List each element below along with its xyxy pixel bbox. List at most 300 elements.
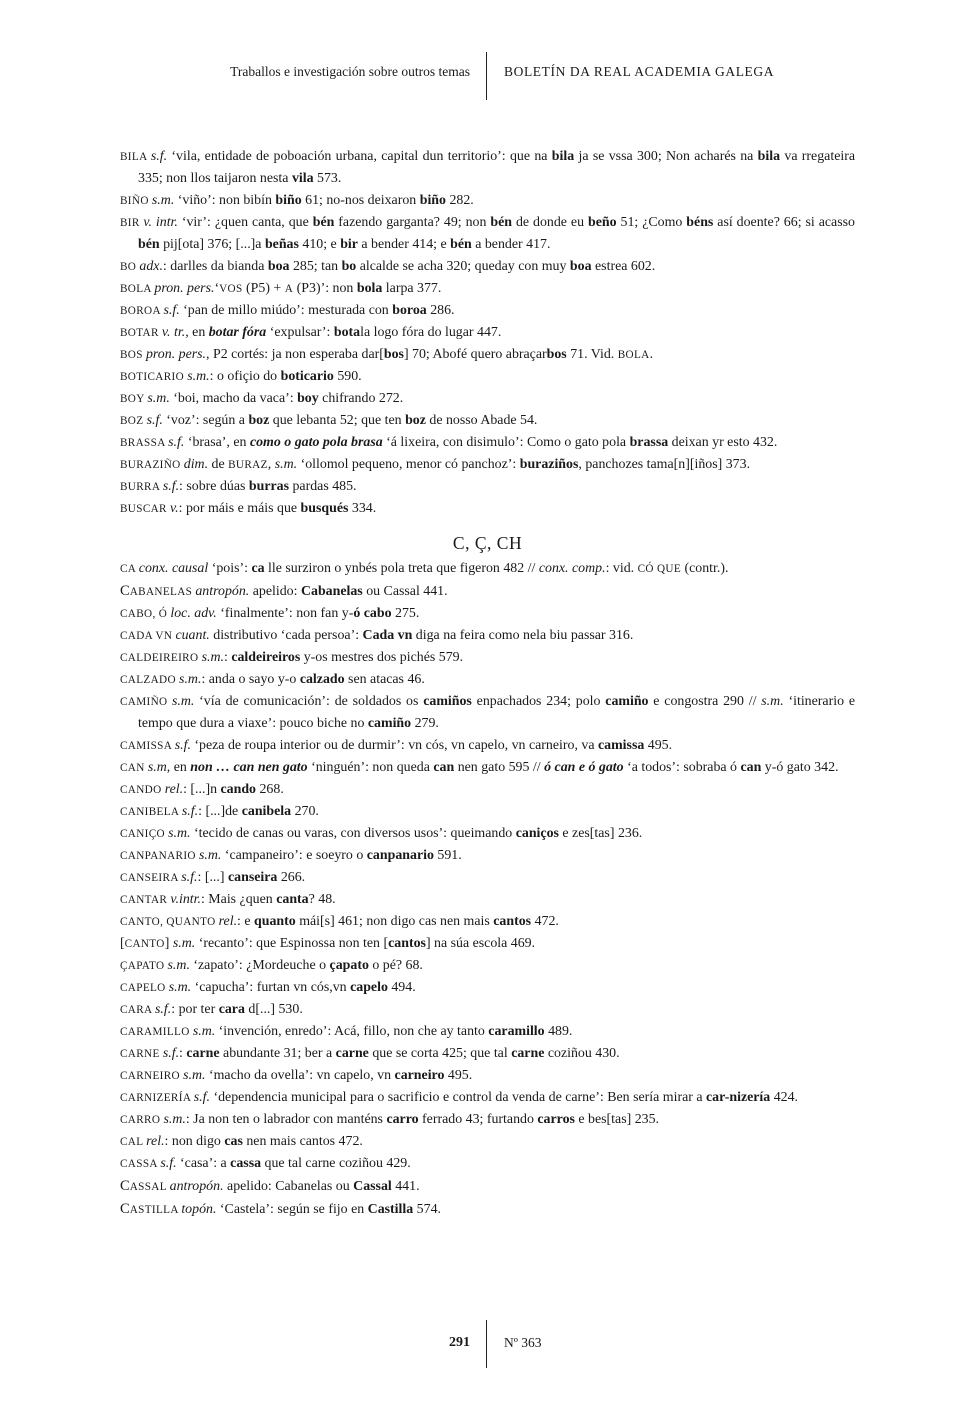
glossary-entry — [120, 366, 855, 388]
grammatical-label: rel. — [218, 914, 238, 929]
entry-text: abundante 31; ber a — [219, 1046, 336, 1061]
entry-text: que se corta 425; que tal — [368, 1046, 512, 1061]
grammatical-label: v. intr. — [143, 215, 178, 230]
example-form: cas — [224, 1134, 243, 1149]
headword: CAMIÑO — [120, 696, 172, 708]
example-form: boy — [297, 391, 319, 406]
example-form: ó cabo — [353, 606, 392, 621]
entry-text: 410; e — [298, 237, 341, 252]
example-form: beño — [588, 215, 617, 230]
entry-text: [ — [120, 936, 125, 951]
headword: CÓ QUE — [637, 563, 682, 575]
example-form: car-nizería — [705, 1090, 771, 1105]
entry-text: pardas 485. — [289, 479, 357, 494]
header-journal-title: BOLETÍN DA REAL ACADEMIA GALEGA — [504, 64, 775, 79]
footer-divider — [486, 1320, 487, 1368]
example-form: can — [740, 760, 762, 775]
phrase-form: como o gato pola brasa — [249, 435, 383, 450]
grammatical-label: s.m. — [192, 1024, 216, 1039]
entry-text: ‘pan de millo miúdo’: mesturada con — [179, 303, 393, 318]
entry-text: de nosso Abade 54. — [425, 413, 538, 428]
glossary-entry — [120, 476, 855, 498]
entry-text: ‘vir’: ¿quen canta, que — [177, 215, 313, 230]
grammatical-label: v.intr. — [170, 892, 201, 907]
glossary-entry — [120, 300, 855, 322]
grammatical-label: s.m. — [168, 980, 192, 995]
entry-text: ‘ — [214, 281, 220, 296]
entry-text: diga na feira como nela biu passar 316. — [412, 628, 634, 643]
entry-text: pij[ota] 376; [...]a — [159, 237, 265, 252]
grammatical-label: s.f. — [163, 303, 180, 318]
entry-text: ] na súa escola 469. — [425, 936, 536, 951]
grammatical-label: s.f. — [168, 435, 185, 450]
grammatical-label: v. tr. — [161, 325, 186, 340]
headword: CALDEIREIRO — [120, 652, 202, 664]
example-form: bir — [340, 237, 358, 252]
grammatical-label: s.m. — [183, 1068, 206, 1083]
headword: CANTAR — [120, 894, 171, 906]
grammatical-label: s.f. — [174, 738, 191, 753]
example-form: caniços — [515, 826, 559, 841]
glossary-entry — [120, 779, 855, 801]
example-form: Castilla — [367, 1202, 414, 1217]
glossary-entry — [120, 558, 855, 580]
entry-text: 424. — [770, 1090, 799, 1105]
entry-text: ‘expulsar’: — [266, 325, 334, 340]
example-form: biño — [275, 193, 302, 208]
entry-text: : non digo — [164, 1134, 225, 1149]
glossary-entry — [120, 823, 855, 845]
glossary-body — [120, 146, 855, 1221]
grammatical-label: dim. — [183, 457, 209, 472]
example-form: quanto — [254, 914, 296, 929]
entry-text: : Ja non ten o labrador con manténs — [185, 1112, 387, 1127]
example-form: canpanario — [366, 848, 434, 863]
example-form: buraziños — [519, 457, 579, 472]
glossary-entry — [120, 1109, 855, 1131]
entry-text: larpa 377. — [382, 281, 442, 296]
entry-text: 285; tan — [289, 259, 342, 274]
entry-text: apelido: Cabanelas ou — [223, 1179, 354, 1194]
entry-text: 51; ¿Como — [616, 215, 687, 230]
grammatical-label: s.m. — [163, 1112, 186, 1127]
entry-text: 334. — [348, 501, 377, 516]
grammatical-label: s.m. — [761, 694, 784, 709]
entry-text: ‘finalmente’: non fan y- — [216, 606, 354, 621]
entry-text: mái[s] 461; non digo cas nen mais — [295, 914, 494, 929]
example-form: Cabanelas — [300, 584, 363, 599]
headword: CARAMILLO — [120, 1026, 193, 1038]
example-form: carne — [335, 1046, 369, 1061]
example-form: camissa — [598, 738, 645, 753]
entry-text: e congostra 290 // — [648, 694, 762, 709]
entry-text: ‘recanto’: que Espinossa non ten [ — [195, 936, 389, 951]
entry-text: ‘brasa’, en — [184, 435, 250, 450]
example-form: canibela — [241, 804, 292, 819]
entry-text: ‘pois’: — [208, 561, 252, 576]
grammatical-label: s.m. — [179, 672, 202, 687]
glossary-entries-c — [120, 558, 855, 1221]
entry-text: y-ó gato 342. — [761, 760, 839, 775]
example-form: carne — [186, 1046, 220, 1061]
glossary-entry — [120, 498, 855, 520]
entry-text: ] — [164, 936, 173, 951]
headword: ABANELAS — [129, 586, 196, 598]
entry-text: a bender 417. — [471, 237, 551, 252]
glossary-entry — [120, 580, 855, 603]
glossary-entry — [120, 757, 855, 779]
entry-text: ‘itinerario e tempo que dura a viaxe’: pouco biche no — [138, 694, 855, 731]
headword: CAL — [120, 1136, 147, 1148]
grammatical-label: s.m. — [198, 848, 222, 863]
entry-text: : — [223, 650, 232, 665]
glossary-entry — [120, 867, 855, 889]
entry-text: d[...] 530. — [244, 1002, 303, 1017]
headword: BOROA — [120, 305, 164, 317]
entry-text: ‘á lixeira, con disimulo’: Como o gato pola — [382, 435, 630, 450]
entry-text: así doente? 66; si acasso — [713, 215, 855, 230]
entry-text: ‘capucha’: furtan vn cós,vn — [191, 980, 351, 995]
headword: BOTAR — [120, 327, 162, 339]
entry-text: : sobre dúas — [179, 479, 249, 494]
entry-text: 268. — [256, 782, 284, 797]
entry-text: y-os mestres dos pichés 579. — [300, 650, 464, 665]
entry-text: : — [179, 1046, 187, 1061]
entry-text: o pé? 68. — [368, 958, 423, 973]
example-form: burras — [248, 479, 290, 494]
glossary-entry — [120, 1131, 855, 1153]
glossary-entry — [120, 432, 855, 454]
grammatical-label: s.m. — [201, 650, 224, 665]
glossary-entry — [120, 955, 855, 977]
example-form: capelo — [350, 980, 388, 995]
headword: CAN — [120, 762, 148, 774]
example-form: boz — [248, 413, 270, 428]
headword: CA — [120, 563, 139, 575]
grammatical-label: s.f. — [181, 870, 198, 885]
grammatical-label: rel. — [146, 1134, 165, 1149]
example-form: bén — [490, 215, 513, 230]
grammatical-label: s.m. — [147, 391, 170, 406]
grammatical-label: s.m. — [168, 826, 191, 841]
glossary-entry — [120, 647, 855, 669]
glossary-entry — [120, 735, 855, 757]
grammatical-label: s.f. — [146, 413, 163, 428]
example-form: bos — [383, 347, 404, 362]
entry-text: chifrando 272. — [318, 391, 404, 406]
glossary-entry — [120, 190, 855, 212]
entry-text: ‘campaneiro’: e soeyro o — [221, 848, 367, 863]
entry-text: 441. — [391, 1179, 420, 1194]
glossary-entry — [120, 344, 855, 366]
example-form: cara — [218, 1002, 245, 1017]
headword: CARNE — [120, 1048, 163, 1060]
example-form: canseira — [227, 870, 278, 885]
headword: BRASSA — [120, 437, 169, 449]
example-form: can — [433, 760, 455, 775]
glossary-entry — [120, 1153, 855, 1175]
entry-text: apelido: — [249, 584, 301, 599]
glossary-entry — [120, 911, 855, 933]
headword: ASSAL — [129, 1181, 170, 1193]
headword: CANIÇO — [120, 828, 169, 840]
grammatical-label: pron. pers. — [154, 281, 215, 296]
entry-text: ‘invención, enredo’: Acá, fillo, non che ay tanto — [215, 1024, 489, 1039]
headword: CASSA — [120, 1158, 161, 1170]
grammatical-label: s.m. — [171, 694, 195, 709]
headword: BIÑO — [120, 195, 152, 207]
example-form: bola — [356, 281, 383, 296]
grammatical-label: conx. comp. — [538, 561, 606, 576]
headword: BUSCAR — [120, 503, 171, 515]
headword: BURAZ — [228, 459, 268, 471]
example-form: carneiro — [394, 1068, 445, 1083]
entry-text: 71. Vid. — [566, 347, 618, 362]
grammatical-label: s.f. — [155, 1002, 172, 1017]
glossary-entry — [120, 1087, 855, 1109]
entry-text: ‘boi, macho da vaca’: — [169, 391, 298, 406]
glossary-entry — [120, 1065, 855, 1087]
entry-text: e bes[tas] 235. — [574, 1112, 660, 1127]
entry-text: 270. — [291, 804, 319, 819]
entry-text: lle surziron o ynbés pola treta que figeron 482 // — [264, 561, 539, 576]
entry-text: e zes[tas] 236. — [558, 826, 643, 841]
entry-text: : [...]n — [183, 782, 221, 797]
entry-text: ‘casa’: a — [176, 1156, 231, 1171]
headword: CANIBELA — [120, 806, 182, 818]
entry-text: : darlles da bianda — [162, 259, 268, 274]
entry-text: , — [267, 457, 275, 472]
entry-text: , en — [166, 760, 191, 775]
glossary-entry — [120, 388, 855, 410]
example-form: cando — [220, 782, 257, 797]
grammatical-label: s.m. — [167, 958, 190, 973]
entry-text: enpachados 234; polo — [471, 694, 606, 709]
glossary-entry — [120, 212, 855, 256]
example-form: bén — [450, 237, 472, 252]
headword: CADA VN — [120, 630, 176, 642]
issue-number: Nº 363 — [504, 1335, 542, 1350]
grammatical-label: s.f. — [181, 804, 199, 819]
entry-text: 266. — [277, 870, 306, 885]
headword: BOY — [120, 393, 148, 405]
entry-text: : vid. — [605, 561, 638, 576]
headword: CANPANARIO — [120, 850, 199, 862]
example-form: canta — [276, 892, 309, 907]
entry-text: 282. — [445, 193, 474, 208]
entry-text: ja se vssa 300; Non acharés na — [574, 149, 758, 164]
glossary-entry — [120, 845, 855, 867]
example-form: cantos — [388, 936, 426, 951]
headword: A — [284, 283, 294, 295]
grammatical-label: s.f. — [162, 479, 180, 494]
headword: CABO, Ó — [120, 608, 171, 620]
glossary-entry — [120, 410, 855, 432]
headword: CANTO, QUANTO — [120, 916, 219, 928]
entry-text: ] 70; Abofé quero abraçar — [403, 347, 547, 362]
glossary-entry — [120, 1175, 855, 1198]
entry-text: 472. — [531, 914, 559, 929]
entry-text: 489. — [544, 1024, 573, 1039]
headword-initial: C — [120, 583, 130, 599]
example-form: boroa — [392, 303, 427, 318]
example-form: boa — [267, 259, 290, 274]
example-form: carne — [511, 1046, 545, 1061]
grammatical-label: antropón. — [169, 1179, 224, 1194]
entry-text: ou Cassal 441. — [362, 584, 448, 599]
entry-text: : [...]de — [198, 804, 242, 819]
example-form: beñas — [264, 237, 299, 252]
grammatical-label: adx. — [139, 259, 163, 274]
glossary-entry — [120, 977, 855, 999]
entry-text: ? 48. — [308, 892, 336, 907]
entry-text: fazendo garganta? 49; non — [334, 215, 491, 230]
example-form: bén — [312, 215, 335, 230]
entry-text: 590. — [333, 369, 362, 384]
glossary-entry — [120, 691, 855, 735]
entry-text: : [...] — [197, 870, 228, 885]
entry-text: 495. — [444, 1068, 473, 1083]
entry-text: ‘viño’: non bibín — [174, 193, 276, 208]
headword-initial: C — [120, 1178, 130, 1194]
example-form: vila — [291, 171, 314, 186]
headword: CARNEIRO — [120, 1070, 184, 1082]
headword: CARA — [120, 1004, 156, 1016]
entry-text: ‘tecido de canas ou varas, con diversos usos’: queimando — [190, 826, 516, 841]
headword-initial: C — [120, 1201, 130, 1217]
entry-text: va rregateira 335; non llos taijaron nesta — [138, 149, 856, 186]
headword: BIR — [120, 217, 144, 229]
grammatical-label: v. — [170, 501, 179, 516]
headword: BOZ — [120, 415, 147, 427]
entry-text: nen gato 595 // — [454, 760, 545, 775]
glossary-entry — [120, 625, 855, 647]
phrase-form: non … can nen gato — [190, 760, 308, 775]
headword: CANDO — [120, 784, 165, 796]
entry-text: ‘macho da ovella’: vn capelo, vn — [205, 1068, 395, 1083]
entry-text: ‘dependencia municipal para o sacrificio e control da venda de carne’: Ben sería mirar a — [210, 1090, 706, 1105]
entry-text: , P2 cortés: ja non esperaba dar[ — [206, 347, 384, 362]
glossary-entry — [120, 889, 855, 911]
entry-text: que tal carne coziñou 429. — [261, 1156, 411, 1171]
glossary-entry — [120, 1198, 855, 1221]
entry-text: ‘peza de roupa interior ou de durmir’: vn cós, vn capelo, vn carneiro, va — [190, 738, 598, 753]
grammatical-label: s.m. — [151, 193, 175, 208]
example-form: camiño — [367, 716, 412, 731]
header-section-title: Traballos e investigación sobre outros temas — [230, 64, 470, 79]
entry-text: alcalde se acha 320; queday con muy — [356, 259, 570, 274]
grammatical-label: s.m. — [274, 457, 298, 472]
example-form: boa — [569, 259, 592, 274]
entry-text: , en — [185, 325, 209, 340]
entry-text: ‘vila, entidade de poboación urbana, capital dun territorio’: que na — [167, 149, 552, 164]
example-form: busqués — [300, 501, 349, 516]
headword: CARNIZERÍA — [120, 1092, 194, 1104]
entry-text: : por máis e máis que — [178, 501, 301, 516]
example-form: bila — [757, 149, 781, 164]
glossary-entries-b — [120, 146, 855, 520]
example-form: calzado — [299, 672, 345, 687]
entry-text: (contr.). — [681, 561, 729, 576]
example-form: bén — [138, 237, 160, 252]
glossary-entry — [120, 278, 855, 300]
headword: VOS — [219, 283, 243, 295]
glossary-entry — [120, 669, 855, 691]
entry-text: (P5) + — [242, 281, 285, 296]
entry-text: : Mais ¿quen — [200, 892, 277, 907]
glossary-entry — [120, 999, 855, 1021]
entry-text: : e — [237, 914, 255, 929]
headword: CANTO — [124, 938, 165, 950]
entry-text: ‘zapato’: ¿Mordeuche o — [189, 958, 330, 973]
headword: BURRA — [120, 481, 163, 493]
example-form: boz — [405, 413, 426, 428]
example-form: biño — [419, 193, 446, 208]
example-form: boticario — [280, 369, 334, 384]
entry-text: 494. — [387, 980, 416, 995]
phrase-form: ó can e ó gato — [544, 760, 624, 775]
headword: BOLA — [120, 283, 155, 295]
phrase-form: botar fóra — [208, 325, 267, 340]
entry-text: distributivo ‘cada persoa’: — [209, 628, 363, 643]
glossary-entry — [120, 1043, 855, 1065]
entry-text: 275. — [391, 606, 420, 621]
grammatical-label: topón. — [181, 1202, 217, 1217]
entry-text: ‘ninguén’: non queda — [307, 760, 434, 775]
entry-text: 279. — [411, 716, 439, 731]
glossary-entry — [120, 933, 855, 955]
entry-text: 591. — [433, 848, 462, 863]
example-form: çapato — [329, 958, 369, 973]
example-form: brassa — [629, 435, 669, 450]
headword: BOTICARIO — [120, 371, 188, 383]
example-form: caldeireiros — [231, 650, 301, 665]
entry-text: nen mais cantos 472. — [242, 1134, 363, 1149]
entry-text: que lebanta 52; que ten — [269, 413, 406, 428]
glossary-entry — [120, 256, 855, 278]
entry-text: 286. — [426, 303, 455, 318]
example-form: bo — [341, 259, 357, 274]
example-form: caramillo — [488, 1024, 545, 1039]
headword: CARRO — [120, 1114, 164, 1126]
glossary-entry — [120, 603, 855, 625]
example-form: bota — [333, 325, 361, 340]
entry-text: 574. — [413, 1202, 441, 1217]
example-form: bos — [546, 347, 567, 362]
entry-text: 573. — [313, 171, 342, 186]
example-form: Cassal — [353, 1179, 392, 1194]
example-form: béns — [686, 215, 714, 230]
example-form: cassa — [230, 1156, 262, 1171]
example-form: Cada vn — [362, 628, 413, 643]
entry-text: ‘a todos’: sobraba ó — [623, 760, 741, 775]
headword: CALZADO — [120, 674, 180, 686]
grammatical-label: pron. pers. — [145, 347, 207, 362]
example-form: bila — [551, 149, 575, 164]
entry-text: 61; no-nos deixaron — [301, 193, 420, 208]
example-form: carro — [386, 1112, 419, 1127]
entry-text: la logo fóra do lugar 447. — [360, 325, 502, 340]
example-form: camiños — [423, 694, 472, 709]
headword: BOLA — [617, 349, 650, 361]
entry-text: ‘Castela’: según se fijo en — [216, 1202, 368, 1217]
entry-text: ferrado 43; furtando — [418, 1112, 538, 1127]
grammatical-label: s.m. — [172, 936, 196, 951]
grammatical-label: rel. — [164, 782, 184, 797]
glossary-entry — [120, 322, 855, 344]
grammatical-label: s.m — [147, 760, 167, 775]
entry-text: de donde eu — [512, 215, 588, 230]
